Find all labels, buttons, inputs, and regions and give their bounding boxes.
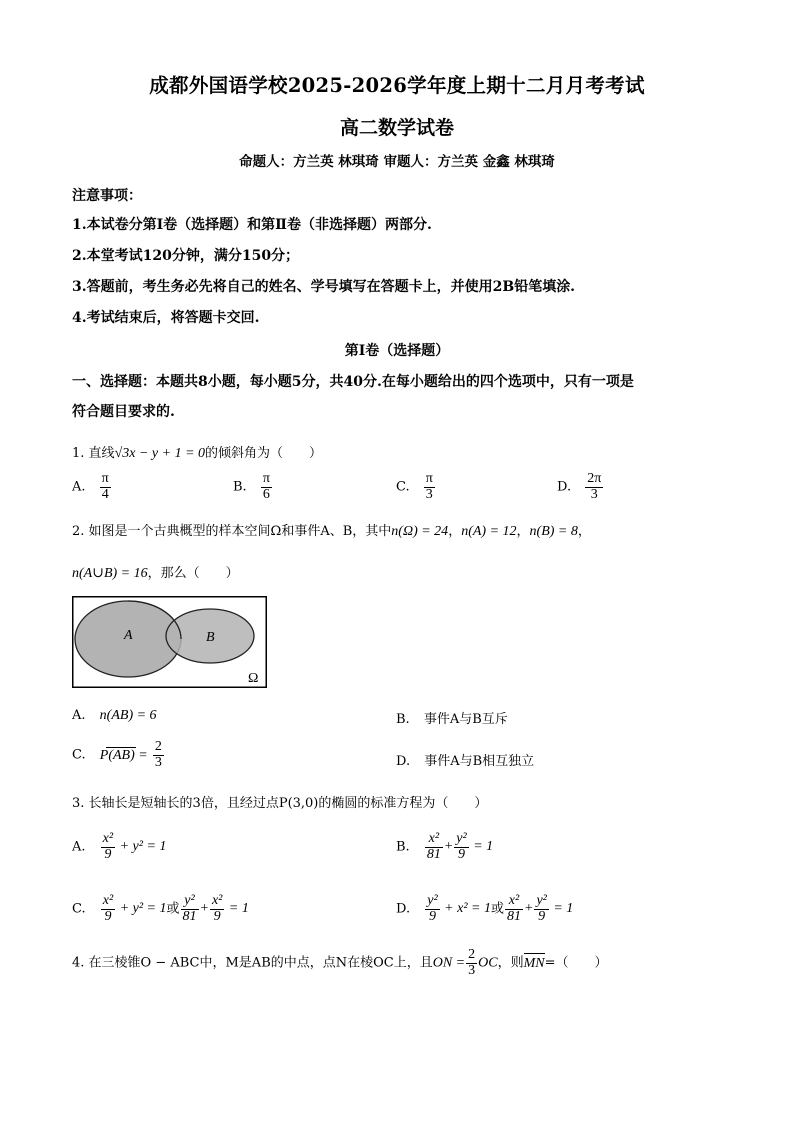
option-b[interactable]: B. $\frac{\text{x²}}{81}$ + $\frac{\text{y²}}{9}$ = 1 (396, 831, 494, 862)
fraction-denominator: 6 (261, 487, 272, 503)
option-label: A. (72, 839, 86, 855)
vector-arrow-bar (524, 953, 545, 954)
fraction-denominator: 4 (100, 487, 111, 503)
line-equation: √3x − y + 1 = 0 (114, 446, 206, 461)
option-label: B. (233, 479, 247, 495)
notice-heading: 注意事项： (72, 188, 142, 204)
exam-authors: 命题人：方兰英 林琪琦 审题人：方兰英 金鑫 林琪琦 (239, 154, 555, 170)
notice-item: 2.本堂考试120分钟，满分150分； (72, 248, 300, 264)
option-label: C. (396, 479, 410, 495)
option-d[interactable] (396, 750, 534, 769)
venn-diagram (72, 596, 268, 689)
option-a[interactable] (72, 472, 112, 502)
option-b[interactable] (233, 472, 273, 502)
fraction-numerator: 2 (154, 739, 162, 754)
question-text: 如图是一个古典概型的样本空间Ω和事件A、B，其中 (88, 524, 392, 539)
event-b-label: B (206, 630, 215, 645)
option-text: n(AB) = 6 (99, 708, 157, 723)
fraction-numerator: π (262, 471, 270, 486)
exam-subtitle: 高二数学试卷 (339, 117, 454, 139)
option-label: D. (557, 479, 572, 495)
omega-label: Ω (248, 671, 259, 686)
question-2: 2. 如图是一个古典概型的样本空间Ω和事件A、B，其中n(Ω) = 24，n(A) = 12，n(B) = 8， (72, 524, 591, 539)
option-label: B. (396, 839, 410, 855)
fraction-numerator: π (425, 471, 433, 486)
question-text: 直线 (88, 446, 115, 461)
question-2-line2 (72, 562, 239, 582)
notice-item: 3.答题前，考生务必先将自己的姓名、学号填写在答题卡上，并使用2B铅笔填涂. (72, 279, 576, 295)
option-label: C. (72, 747, 86, 763)
fraction-numerator: π (101, 471, 109, 486)
option-a[interactable]: A. $\frac{\text{x²}}{9}$ + y² = 1 (72, 831, 167, 862)
count-b: n(B) = 8 (529, 524, 578, 539)
vector-mn-label: MN (523, 955, 545, 971)
fraction-denominator: 3 (468, 962, 476, 978)
or-text: 或 (166, 901, 180, 917)
vector-mn (524, 956, 545, 972)
fraction-numerator: 2 (468, 947, 476, 962)
question-text: ，则 (497, 955, 524, 971)
fraction-denominator: 3 (585, 487, 603, 503)
fraction-denominator: 3 (154, 754, 162, 770)
count-omega: n(Ω) = 24 (391, 524, 449, 539)
question-text: 在三棱锥O − ABC中，M是AB的中点，点N在棱OC上，且 (88, 955, 433, 971)
fraction-numerator: 2π (587, 471, 602, 486)
option-label: D. (396, 901, 411, 917)
question-number: 1. (72, 446, 85, 461)
option-label: D. (396, 754, 411, 769)
notice-item: 4.考试结束后，将答题卡交回. (72, 310, 260, 326)
question-number: 3. (72, 796, 85, 811)
count-a: n(A) = 12 (461, 524, 517, 539)
exam-title: 成都外国语学校2025-2026学年度上期十二月月考考试 (149, 74, 645, 97)
vector-oc: OC (478, 955, 498, 971)
option-c[interactable]: C. $\frac{\text{x²}}{9}$ + y² = 1或 $\frac{\text{y²}}{81}$ + $\frac{\text{x²}}{9}$ = 1 (72, 893, 249, 924)
option-d[interactable] (557, 472, 604, 502)
option-label: A. (72, 708, 86, 723)
option-label: A. (72, 479, 86, 495)
question-text: 长轴长是短轴长的3倍，且经过点P(3,0)的椭圆的标准方程为（ ） (88, 796, 488, 811)
notice-item: 1.本试卷分第Ⅰ卷（选择题）和第Ⅱ卷（非选择题）两部分. (72, 217, 432, 233)
question-number: 2. (72, 524, 85, 539)
option-c[interactable] (396, 472, 436, 502)
section-title: 第Ⅰ卷（选择题） (344, 343, 450, 359)
option-label: B. (396, 712, 410, 727)
option-a[interactable] (72, 708, 157, 724)
section-instruction: 一、选择题：本题共8小题，每小题5分，共40分.在每小题给出的四个选项中，只有一项是 (72, 374, 634, 390)
option-d[interactable]: D. $\frac{\text{y²}}{9}$ + x² = 1或 $\frac{\text{x²}}{81}$ + $\frac{\text{y²}}{9}$ = 1 (396, 893, 574, 924)
question-text: ，那么（ ） (147, 566, 239, 581)
question-text: 的倾斜角为（ ） (205, 446, 323, 461)
event-a-label: A (124, 628, 133, 643)
or-text: 或 (490, 901, 504, 917)
section-instruction: 符合题目要求的. (72, 404, 175, 420)
count-union: n(A∪B) = 16 (72, 566, 148, 581)
question-text: =（ ） (544, 955, 608, 971)
option-c[interactable] (72, 740, 165, 770)
option-label: C. (72, 901, 86, 917)
vector-on: ON = (432, 955, 466, 971)
option-b[interactable] (396, 708, 508, 727)
option-text: 事件A与B相互独立 (424, 754, 535, 769)
option-text: P(AB) = (99, 747, 148, 763)
question-1 (72, 442, 322, 462)
question-3 (72, 792, 487, 811)
question-4 (72, 948, 608, 978)
complement-bar (106, 747, 136, 748)
option-text: 事件A与B互斥 (423, 712, 508, 727)
fraction-denominator: 3 (424, 487, 435, 503)
question-number: 4. (72, 955, 85, 971)
